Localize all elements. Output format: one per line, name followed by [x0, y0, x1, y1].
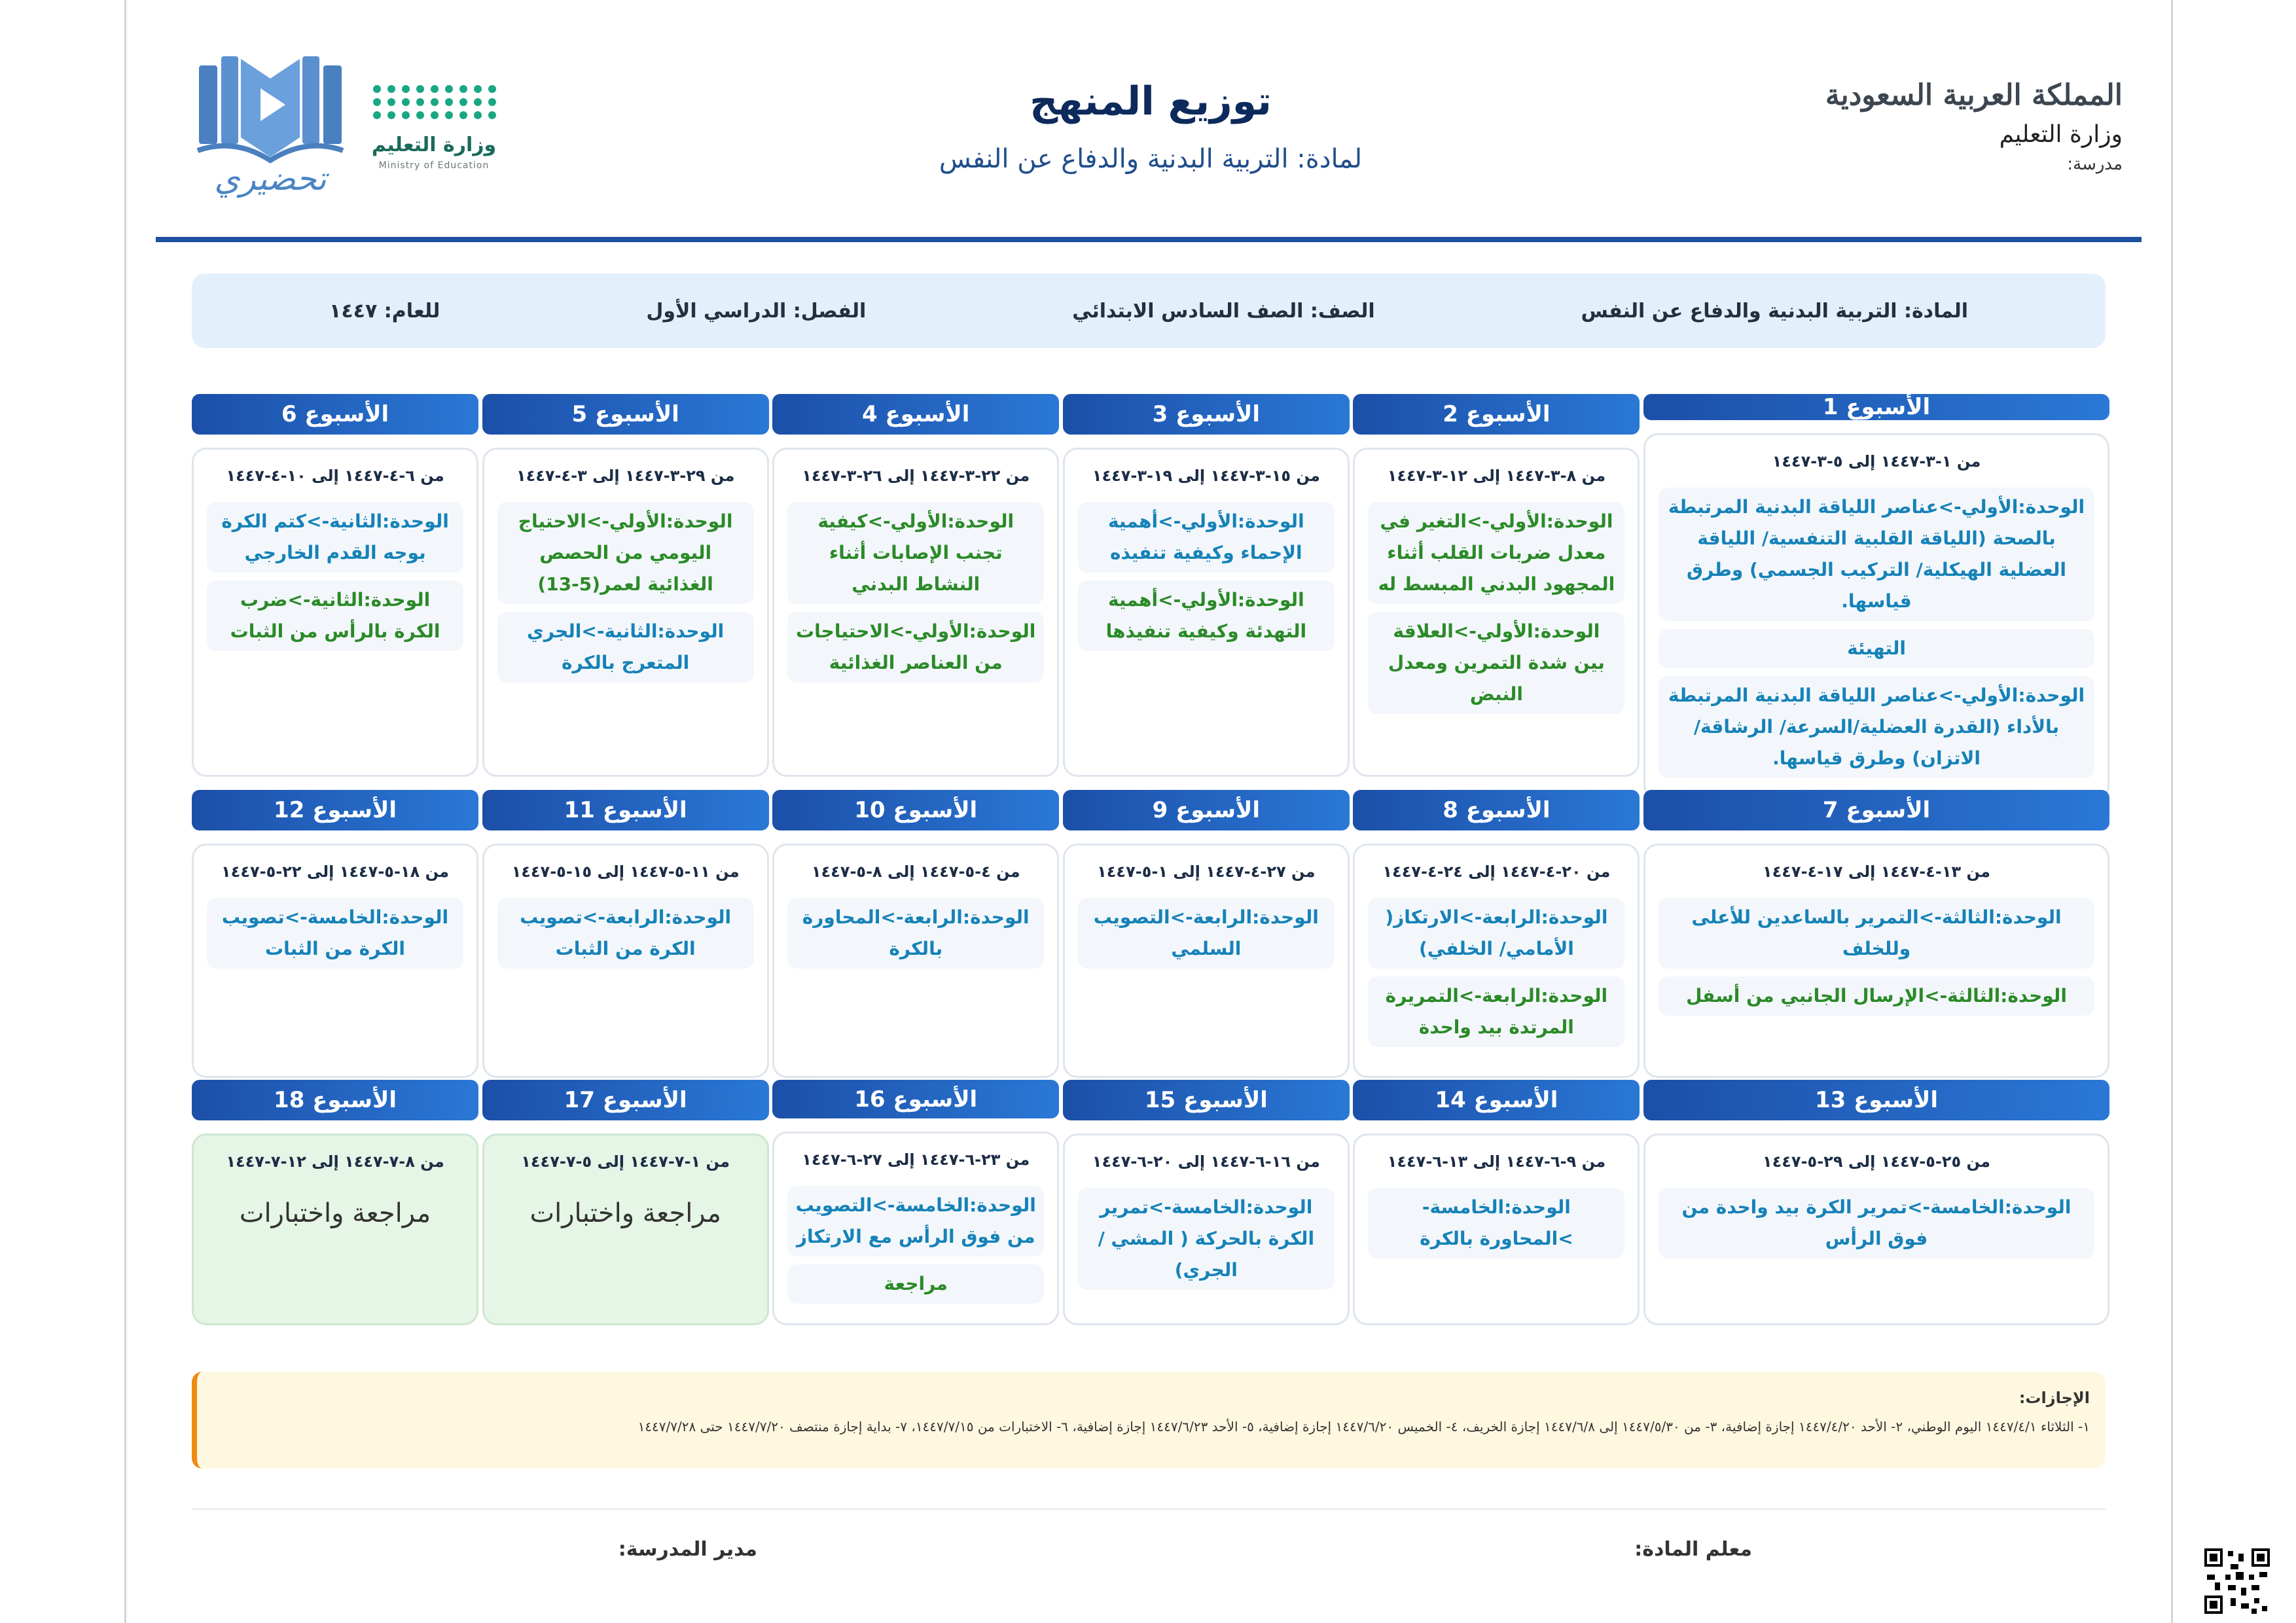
lesson-item: الوحدة:الرابعة->التمريرة المرتدة بيد واحدة — [1368, 976, 1624, 1047]
week-body — [192, 448, 478, 777]
page-header — [126, 0, 2175, 236]
week-dates: من ٢٠-٤-١٤٤٧ إلى ٢٤-٤-١٤٤٧ — [1382, 863, 1611, 881]
week-card — [1643, 790, 2109, 1078]
moe-logo — [362, 72, 506, 190]
week-title: الأسبوع 7 — [1643, 790, 2109, 830]
week-card — [1643, 1080, 2109, 1325]
info-subject: المادة: التربية البدنية والدفاع عن النفس — [1581, 299, 1968, 323]
principal-signature-label: مدير المدرسة: — [618, 1538, 757, 1561]
week-body — [1063, 448, 1350, 777]
week-card — [772, 394, 1059, 777]
info-year: للعام: ١٤٤٧ — [329, 299, 440, 323]
week-body — [1063, 844, 1350, 1078]
week-dates: من ٢٥-٥-١٤٤٧ إلى ٢٩-٥-١٤٤٧ — [1762, 1152, 1990, 1171]
week-dates: من ٦-٤-١٤٤٧ إلى ١٠-٤-١٤٤٧ — [226, 467, 444, 485]
info-bar — [192, 274, 2106, 348]
holidays-title: الإجازات: — [2018, 1389, 2090, 1407]
week-body — [192, 844, 478, 1078]
lesson-item: التهيئة — [1659, 629, 2094, 668]
week-card — [1063, 1080, 1350, 1325]
document-page — [124, 0, 2173, 1623]
week-card — [192, 1080, 478, 1325]
week-card — [1353, 790, 1640, 1078]
week-title: الأسبوع 4 — [772, 394, 1059, 435]
week-title: الأسبوع 14 — [1353, 1080, 1640, 1120]
week-card — [1353, 1080, 1640, 1325]
weeks-row-3 — [192, 1080, 2109, 1325]
week-card — [482, 394, 769, 777]
week-dates: من ١٣-٤-١٤٤٧ إلى ١٧-٤-١٤٤٧ — [1762, 863, 1990, 881]
week-dates: من ٢٢-٣-١٤٤٧ إلى ٢٦-٣-١٤٤٧ — [802, 467, 1030, 485]
lesson-item: مراجعة — [787, 1264, 1044, 1304]
week-body — [1353, 1133, 1640, 1325]
week-body — [1063, 1133, 1350, 1325]
lesson-item: الوحدة:الأولي->عناصر اللياقة البدنية المرتبطة بالأداء (القدرة العضلية/السرعة/ الرشاقة/الاتزان) وطرق قياسها. — [1659, 676, 2094, 778]
week-dates: من ٩-٦-١٤٤٧ إلى ١٣-٦-١٤٤٧ — [1387, 1152, 1606, 1171]
page-subtitle: لمادة: التربية البدنية والدفاع عن النفس — [939, 144, 1363, 174]
week-body — [1643, 433, 2109, 800]
week-body — [482, 844, 769, 1078]
week-card — [1063, 394, 1350, 777]
teacher-signature-label: معلم المادة: — [1634, 1538, 1752, 1561]
kingdom-logotype: المملكة العربية السعودية — [1825, 79, 2123, 112]
week-body — [1643, 1133, 2109, 1325]
week-body — [1353, 844, 1640, 1078]
week-dates: من ٢٧-٤-١٤٤٧ إلى ١-٥-١٤٤٧ — [1097, 863, 1316, 881]
lesson-item: الوحدة:الأولي->أهمية الإحماء وكيفية تنفيذه — [1078, 502, 1335, 573]
school-label: مدرسة: — [2067, 154, 2123, 174]
lesson-item: الوحدة:الأولي->الاحتياجات من العناصر الغذائية — [787, 612, 1044, 683]
weeks-row-1 — [192, 394, 2109, 777]
week-title: الأسبوع 6 — [192, 394, 478, 435]
lesson-item: الوحدة:الأولي->العلاقة بين شدة التمرين ومعدل النبض — [1368, 612, 1624, 714]
week-card — [1063, 790, 1350, 1078]
holidays-box — [192, 1372, 2106, 1469]
week-title: الأسبوع 5 — [482, 394, 769, 435]
week-title: الأسبوع 15 — [1063, 1080, 1350, 1120]
week-dates: من ٤-٥-١٤٤٧ إلى ٨-٥-١٤٤٧ — [811, 863, 1020, 881]
week-body — [192, 1133, 478, 1325]
review-label: مراجعة واختبارات — [529, 1198, 721, 1228]
week-dates: من ٨-٧-١٤٤٧ إلى ١٢-٧-١٤٤٧ — [226, 1152, 444, 1171]
lesson-item: الوحدة:الثانية->الجري المتعرج بالكرة — [497, 612, 754, 683]
week-body — [482, 448, 769, 777]
header-divider — [156, 237, 2142, 242]
lesson-item: الوحدة:الرابعة->الارتكاز( الأمامي/ الخلفي) — [1368, 898, 1624, 969]
week-title: الأسبوع 10 — [772, 790, 1059, 830]
lesson-item: الوحدة:الخامسة->المحاورة بالكرة — [1368, 1188, 1624, 1258]
lesson-item: الوحدة:الرابعة->المحاورة بالكرة — [787, 898, 1044, 969]
lesson-item: الوحدة:الخامسة->تمرير الكرة بيد واحدة من فوق الرأس — [1659, 1188, 2094, 1258]
week-body — [772, 1132, 1059, 1325]
lesson-item: الوحدة:الثالثة->التمرير بالساعدين للأعلى وللخلف — [1659, 898, 2094, 969]
lesson-item: الوحدة:الثانية->كتم الكرة بوجه القدم الخارجي — [207, 502, 463, 573]
weeks-row-2 — [192, 790, 2109, 1078]
lesson-item: الوحدة:الخامسة->التصويب من فوق الرأس مع الارتكاز — [787, 1186, 1044, 1257]
week-title: الأسبوع 13 — [1643, 1080, 2109, 1120]
tahdiri-logo-text: تحضيري — [214, 160, 327, 198]
lesson-item: الوحدة:الثالثة->الإرسال الجانبي من أسفل — [1659, 976, 2094, 1016]
week-title: الأسبوع 1 — [1643, 394, 2109, 420]
week-title: الأسبوع 17 — [482, 1080, 769, 1120]
week-title: الأسبوع 8 — [1353, 790, 1640, 830]
week-dates: من ١٦-٦-١٤٤٧ إلى ٢٠-٦-١٤٤٧ — [1092, 1152, 1320, 1171]
week-body — [1643, 844, 2109, 1078]
week-title: الأسبوع 2 — [1353, 394, 1640, 435]
lesson-item: الوحدة:الخامسة->تصويب الكرة من الثبات — [207, 898, 463, 969]
review-label: مراجعة واختبارات — [239, 1198, 431, 1228]
week-card — [1353, 394, 1640, 777]
lesson-item: الوحدة:الأولي->عناصر اللياقة البدنية المرتبطة بالصحة (اللياقة القلبية التنفسية/ اللياقة العضلية الهيكلية/ التركيب الجسمي) وطرق قياسها. — [1659, 488, 2094, 621]
tahdiri-logo — [192, 52, 349, 209]
lesson-item: الوحدة:الرابعة->التصويب السلمي — [1078, 898, 1335, 969]
week-dates: من ١-٣-١٤٤٧ إلى ٥-٣-١٤٤٧ — [1772, 452, 1981, 471]
week-dates: من ١٨-٥-١٤٤٧ إلى ٢٢-٥-١٤٤٧ — [221, 863, 450, 881]
page-title: توزيع المنهج — [1030, 79, 1272, 124]
week-card — [1643, 394, 2109, 777]
week-title: الأسبوع 3 — [1063, 394, 1350, 435]
week-body — [772, 448, 1059, 777]
moe-logo-english: Ministry of Education — [378, 160, 490, 171]
week-card — [482, 1080, 769, 1325]
ministry-name: وزارة التعليم — [1999, 121, 2123, 148]
lesson-item: الوحدة:الثانية->ضرب الكرة بالرأس من الثبات — [207, 580, 463, 651]
week-dates: من ١٥-٣-١٤٤٧ إلى ١٩-٣-١٤٤٧ — [1092, 467, 1320, 485]
week-dates: من ١-٧-١٤٤٧ إلى ٥-٧-١٤٤٧ — [521, 1152, 730, 1171]
week-dates: من ٢٩-٣-١٤٤٧ إلى ٣-٤-١٤٤٧ — [516, 467, 735, 485]
week-title: الأسبوع 11 — [482, 790, 769, 830]
lesson-item: الوحدة:الأولي->التغير في معدل ضربات القلب أثناء المجهود البدني المبسط له — [1368, 502, 1624, 604]
week-dates: من ١١-٥-١٤٤٧ إلى ١٥-٥-١٤٤٧ — [511, 863, 740, 881]
moe-logo-arabic: وزارة التعليم — [371, 134, 497, 156]
week-dates: من ٨-٣-١٤٤٧ إلى ١٢-٣-١٤٤٧ — [1387, 467, 1606, 485]
week-body — [1353, 448, 1640, 777]
week-title: الأسبوع 16 — [772, 1080, 1059, 1118]
week-title: الأسبوع 9 — [1063, 790, 1350, 830]
lesson-item: الوحدة:الأولي->أهمية التهدئة وكيفية تنفيذها — [1078, 580, 1335, 651]
info-grade: الصف: الصف السادس الابتدائي — [1072, 299, 1375, 323]
lesson-item: الوحدة:الرابعة->تصويب الكرة من الثبات — [497, 898, 754, 969]
lesson-item: الوحدة:الأولي->الاحتياج اليومي من الحصص الغذائية لعمر(5-13) — [497, 502, 754, 604]
holidays-text: ١- الثلاثاء ١٤٤٧/٤/١ اليوم الوطني، ٢- الأحد ١٤٤٧/٤/٢٠ إجازة إضافية، ٣- من ١٤٤٧/٥/٣٠ إلى ١٤٤٧/٦/٨ إجازة الخريف، ٤- الخميس ١٤٤٧/٦/٢٠ إجازة إضافية، ٥- الأحد ١٤٤٧/٦/٢٣ إجازة إضافية، ٦- الاختبارات من ١٤٤٧/٧/١٥، ٧- بداية إجازة منتصف ١٤٤٧/٧/٢٠ حتى ١٤٤٧/٧/٢٨ — [637, 1419, 2090, 1435]
week-body — [482, 1133, 769, 1325]
week-card — [772, 790, 1059, 1078]
week-card — [482, 790, 769, 1078]
qr-code-icon — [2204, 1548, 2270, 1614]
week-title: الأسبوع 12 — [192, 790, 478, 830]
moe-dots-icon — [362, 85, 506, 119]
footer-divider — [192, 1508, 2106, 1510]
lesson-item: الوحدة:الأولي->كيفية تجنب الإصابات أثناء النشاط البدني — [787, 502, 1044, 604]
book-play-icon — [195, 52, 346, 164]
week-card — [192, 394, 478, 777]
week-title: الأسبوع 18 — [192, 1080, 478, 1120]
lesson-item: الوحدة:الخامسة->تمرير الكرة بالحركة ( المشي / الجري) — [1078, 1188, 1335, 1290]
week-card — [192, 790, 478, 1078]
week-body — [772, 844, 1059, 1078]
week-dates: من ٢٣-٦-١٤٤٧ إلى ٢٧-٦-١٤٤٧ — [802, 1150, 1030, 1169]
week-card — [772, 1080, 1059, 1325]
info-term: الفصل: الدراسي الأول — [646, 299, 867, 323]
